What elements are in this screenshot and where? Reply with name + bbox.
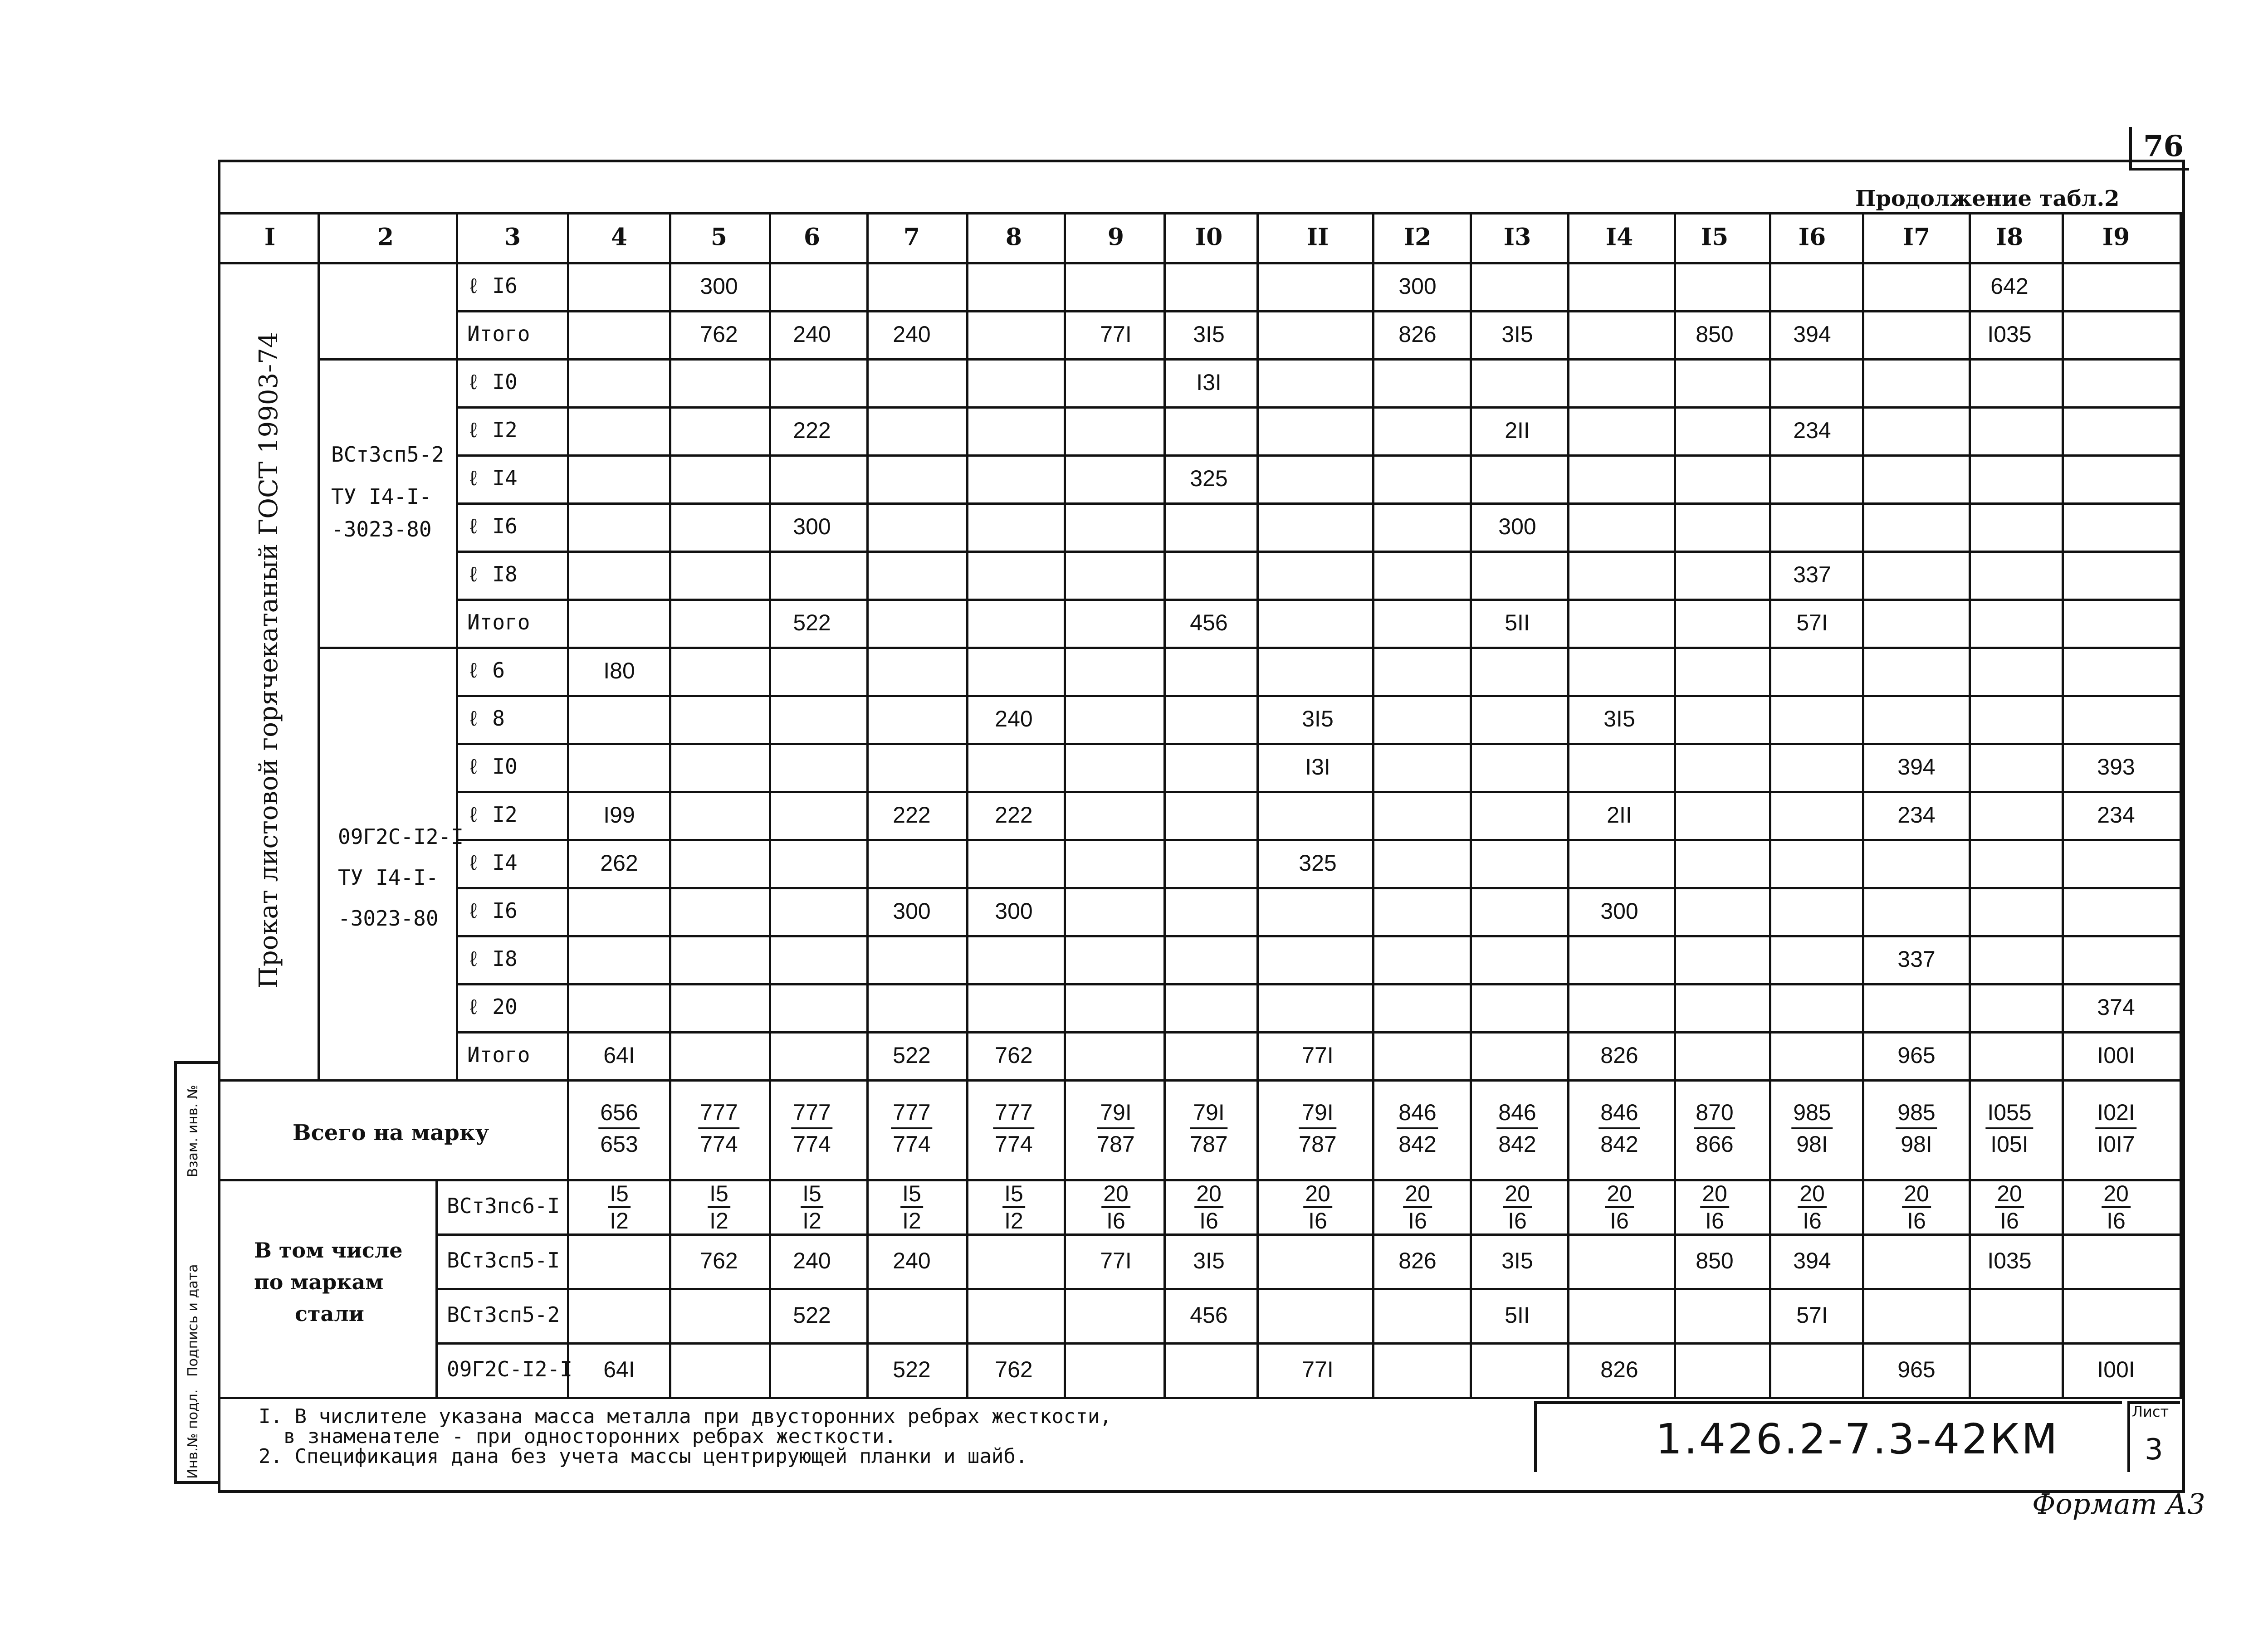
- cell-value: 826: [1600, 1043, 1638, 1068]
- grade-value: 456: [1190, 1302, 1228, 1328]
- grade-value: 762: [995, 1357, 1033, 1382]
- total-denominator: 787: [1097, 1131, 1135, 1157]
- grade-value: 3I5: [1193, 1248, 1225, 1273]
- cell-value: I80: [603, 658, 635, 683]
- grade-value: 394: [1793, 1248, 1831, 1273]
- total-numerator: 656: [598, 1097, 640, 1129]
- column-line: [567, 212, 569, 1079]
- total-denominator: I05I: [1990, 1131, 2028, 1157]
- total-numerator: 777: [891, 1097, 932, 1129]
- grade-fraction: [1995, 1181, 2024, 1233]
- cell-value: 2II: [1607, 802, 1632, 828]
- total-numerator: 870: [1694, 1097, 1735, 1129]
- grade-value: 850: [1696, 1248, 1734, 1273]
- grade-denominator: I6: [1610, 1208, 1629, 1233]
- cell-value: 262: [600, 850, 638, 876]
- row-label: ℓ I8: [467, 946, 518, 971]
- grade-row-line: [218, 1397, 2182, 1399]
- column-header-7: 7: [903, 223, 920, 251]
- total-fraction: [1190, 1097, 1227, 1159]
- cell-value: 3I5: [1501, 322, 1533, 347]
- grade-fraction: [1303, 1181, 1332, 1233]
- group2-steel-line3: -3023-80: [338, 906, 439, 931]
- total-column-line: [769, 1079, 771, 1397]
- cell-value: 222: [995, 802, 1033, 828]
- sheet-label: Лист: [2132, 1403, 2169, 1420]
- grade-fraction: [1403, 1181, 1432, 1233]
- grade-value: 522: [893, 1357, 931, 1382]
- column-header-6: 6: [803, 223, 821, 251]
- row-line: [456, 791, 2180, 793]
- row-label: ℓ I8: [467, 562, 518, 586]
- total-denominator: 842: [1498, 1131, 1536, 1157]
- cell-value: 3I5: [1302, 706, 1334, 731]
- total-column-line: [1256, 1079, 1259, 1397]
- total-numerator: 777: [791, 1097, 832, 1129]
- row-label: ℓ I2: [467, 802, 518, 827]
- row-label: ℓ I6: [467, 898, 518, 923]
- total-denominator: 787: [1299, 1131, 1337, 1157]
- column-line: [2180, 212, 2182, 1079]
- cell-value: 965: [1897, 1043, 1936, 1068]
- column-line: [1969, 212, 1971, 1079]
- grade-numerator: I5: [708, 1181, 730, 1208]
- row-label: ℓ I2: [467, 418, 518, 442]
- cell-value: 300: [793, 514, 831, 539]
- column-header-I0: I0: [1195, 223, 1223, 251]
- column-line: [1064, 212, 1066, 1079]
- grade-value: 5II: [1505, 1302, 1530, 1328]
- grade-numerator: 20: [1403, 1181, 1432, 1208]
- total-fraction: [1598, 1097, 1640, 1159]
- total-denominator: 787: [1190, 1131, 1228, 1157]
- total-numerator: 846: [1397, 1097, 1438, 1129]
- total-column-line: [1064, 1079, 1066, 1397]
- row-label: ℓ 8: [467, 706, 505, 731]
- column-line: [2062, 212, 2064, 1079]
- cell-value: 762: [995, 1043, 1033, 1068]
- cell-value: 300: [700, 273, 738, 299]
- cell-value: 240: [995, 706, 1033, 731]
- total-column-line: [1372, 1079, 1374, 1397]
- column-line: [218, 212, 220, 1079]
- cell-value: I035: [1987, 322, 2032, 347]
- cell-value: 300: [893, 898, 931, 924]
- cell-value: 2II: [1505, 418, 1530, 443]
- grade-value: 965: [1897, 1357, 1936, 1382]
- cell-value: 77I: [1100, 322, 1132, 347]
- cell-value: 522: [793, 610, 831, 635]
- grade-fraction: [1002, 1181, 1025, 1233]
- group1-steel-line1: ВСт3сп5-2: [331, 442, 445, 467]
- group2-steel-line2: ТУ I4-I-: [338, 865, 439, 890]
- total-fraction: [891, 1097, 932, 1159]
- total-fraction: [1791, 1097, 1833, 1159]
- total-numerator: 79I: [1097, 1097, 1134, 1129]
- grade-fraction: [2102, 1181, 2131, 1233]
- row-line: [456, 887, 2180, 889]
- grade-value: 57I: [1796, 1302, 1828, 1328]
- grade-row-line: [435, 1233, 2182, 1236]
- group-line: [318, 358, 456, 361]
- by-grade-label-2: по маркам: [254, 1270, 384, 1294]
- cell-value: 3I5: [1193, 322, 1225, 347]
- column-header-I3: I3: [1503, 223, 1531, 251]
- grade-denominator: I6: [2107, 1208, 2126, 1233]
- cell-value: 300: [995, 898, 1033, 924]
- group2-steel-line1: 09Г2С-I2-I: [338, 824, 464, 849]
- column-header-8: 8: [1005, 223, 1022, 251]
- by-grade-label-3: стали: [295, 1302, 364, 1326]
- grade-numerator: 20: [1995, 1181, 2024, 1208]
- document-code: 1.426.2-7.3-42КМ: [1656, 1415, 2059, 1463]
- cell-value: 850: [1696, 322, 1734, 347]
- grade-fraction: [1902, 1181, 1931, 1233]
- grade-denominator: I6: [1508, 1208, 1527, 1233]
- total-column-line: [1969, 1079, 1971, 1397]
- row-label: Итого: [467, 322, 530, 346]
- row-label: ℓ I4: [467, 466, 518, 490]
- grade-numerator: 20: [1503, 1181, 1532, 1208]
- row-label: Итого: [467, 610, 530, 634]
- cell-value: I3I: [1305, 754, 1330, 780]
- total-column-line: [1769, 1079, 1771, 1397]
- cell-value: 222: [893, 802, 931, 828]
- total-denominator: 866: [1696, 1131, 1734, 1157]
- grade-name: ВСт3пс6-I: [447, 1194, 560, 1218]
- row-line: [456, 406, 2180, 409]
- grade-name: ВСт3сп5-I: [447, 1248, 560, 1272]
- grade-row-line: [435, 1288, 2182, 1290]
- grade-denominator: I6: [1907, 1208, 1926, 1233]
- row-line: [456, 551, 2180, 553]
- total-column-line: [1567, 1079, 1569, 1397]
- grade-fraction: [900, 1181, 923, 1233]
- total-numerator: 985: [1896, 1097, 1937, 1129]
- cell-value: 642: [1990, 273, 2028, 299]
- header-top-line: [218, 212, 2182, 214]
- column-header-4: 4: [611, 223, 628, 251]
- row-line: [456, 454, 2180, 457]
- cell-value: 337: [1793, 562, 1831, 587]
- total-fraction: [1097, 1097, 1134, 1159]
- total-denominator: 98I: [1796, 1131, 1828, 1157]
- cell-value: 826: [1398, 322, 1437, 347]
- sheet-number: 3: [2145, 1433, 2163, 1467]
- column-line: [1470, 212, 1472, 1079]
- grade-denominator: I2: [802, 1208, 821, 1233]
- cell-value: I00I: [2097, 1043, 2135, 1068]
- column-header-3: 3: [504, 223, 521, 251]
- column-line: [1674, 212, 1676, 1079]
- format-label: Формат А3: [2032, 1487, 2205, 1521]
- total-fraction: [698, 1097, 739, 1159]
- grade-numerator: 20: [1303, 1181, 1332, 1208]
- row-line: [456, 839, 2180, 841]
- total-fraction: [1694, 1097, 1735, 1159]
- total-denominator: 774: [793, 1131, 831, 1157]
- cell-value: 64I: [603, 1043, 635, 1068]
- continuation-label: Продолжение табл.2: [1855, 186, 2120, 211]
- note-2: 2. Спецификация дана без учета массы центрирующей планки и шайб.: [259, 1445, 1028, 1468]
- row-line: [456, 502, 2180, 505]
- cell-value: 394: [1897, 754, 1936, 780]
- grade-fraction: [1798, 1181, 1827, 1233]
- cell-value: 234: [1793, 418, 1831, 443]
- row-line: [456, 647, 2180, 649]
- row-label: ℓ I0: [467, 370, 518, 394]
- total-column-line: [1163, 1079, 1166, 1397]
- column-line: [456, 212, 458, 1079]
- column-header-I5: I5: [1701, 223, 1729, 251]
- grade-numerator: 20: [2102, 1181, 2131, 1208]
- grade-fraction: [608, 1181, 631, 1233]
- grade-value: I00I: [2097, 1357, 2135, 1382]
- grade-value: 762: [700, 1248, 738, 1273]
- row-line: [456, 743, 2180, 745]
- grade-fraction: [1194, 1181, 1223, 1233]
- total-denominator: 774: [995, 1131, 1033, 1157]
- group-line: [318, 647, 456, 649]
- column-header-I8: I8: [1995, 223, 2024, 251]
- cell-value: 300: [1398, 273, 1437, 299]
- total-denominator: 842: [1398, 1131, 1437, 1157]
- row-label: ℓ 20: [467, 994, 518, 1019]
- grade-denominator: I6: [1803, 1208, 1822, 1233]
- row-label: Итого: [467, 1043, 530, 1067]
- total-label: Всего на марку: [293, 1120, 489, 1146]
- grade-value: 3I5: [1501, 1248, 1533, 1273]
- cell-value: I3I: [1196, 370, 1222, 395]
- total-fraction: [791, 1097, 832, 1159]
- stamp-sign: Подпись и дата: [185, 1264, 201, 1377]
- cell-value: 394: [1793, 322, 1831, 347]
- column-line: [1256, 212, 1259, 1079]
- grade-numerator: I5: [1002, 1181, 1025, 1208]
- cell-value: 393: [2097, 754, 2135, 780]
- total-numerator: 846: [1598, 1097, 1640, 1129]
- total-numerator: I02I: [2095, 1097, 2136, 1129]
- total-numerator: 985: [1791, 1097, 1833, 1129]
- total-fraction: [993, 1097, 1034, 1159]
- page-number: 76: [2143, 129, 2184, 163]
- cell-value: 456: [1190, 610, 1228, 635]
- cell-value: 234: [2097, 802, 2135, 828]
- column-header-I7: I7: [1902, 223, 1931, 251]
- note-1: I. В числителе указана масса металла при двусторонних ребрах жесткости,: [259, 1405, 1112, 1428]
- grade-fraction: [1503, 1181, 1532, 1233]
- grade-fraction: [1605, 1181, 1634, 1233]
- row-line: [456, 599, 2180, 601]
- row-label: ℓ I6: [467, 514, 518, 538]
- column-header-II: II: [1306, 223, 1329, 251]
- grade-fraction: [1700, 1181, 1729, 1233]
- cell-value: 325: [1299, 850, 1337, 876]
- column-line: [318, 212, 320, 1079]
- total-numerator: 777: [698, 1097, 739, 1129]
- total-column-line: [1470, 1079, 1472, 1397]
- column-header-2: 2: [377, 223, 394, 251]
- header-bottom-line: [218, 262, 2182, 264]
- total-column-line: [966, 1079, 968, 1397]
- grade-value: I035: [1987, 1248, 2032, 1273]
- total-column-line: [866, 1079, 869, 1397]
- grade-denominator: I6: [1308, 1208, 1327, 1233]
- grade-numerator: I5: [801, 1181, 823, 1208]
- total-numerator: 777: [993, 1097, 1034, 1129]
- column-header-5: 5: [710, 223, 728, 251]
- row-label: ℓ I0: [467, 754, 518, 779]
- column-line: [1567, 212, 1569, 1079]
- grade-value: 77I: [1302, 1357, 1334, 1382]
- grade-numerator: 20: [1101, 1181, 1130, 1208]
- cell-value: 240: [893, 322, 931, 347]
- grade-value: 240: [793, 1248, 831, 1273]
- grade-value: 77I: [1100, 1248, 1132, 1273]
- row-label: ℓ 6: [467, 658, 505, 682]
- column-line: [1163, 212, 1166, 1079]
- grade-fraction: [1101, 1181, 1130, 1233]
- grade-numerator: 20: [1798, 1181, 1827, 1208]
- grade-name: 09Г2С-I2-I: [447, 1357, 572, 1381]
- grade-denominator: I6: [1199, 1208, 1218, 1233]
- cell-value: 762: [700, 322, 738, 347]
- row-line: [456, 983, 2180, 985]
- cell-value: 222: [793, 418, 831, 443]
- grade-fraction: [708, 1181, 730, 1233]
- grade-numerator: 20: [1902, 1181, 1931, 1208]
- cell-value: I99: [603, 802, 635, 828]
- cell-value: 57I: [1796, 610, 1828, 635]
- stamp-replace: Взам. инв. №: [185, 1085, 201, 1177]
- row-line: [456, 695, 2180, 697]
- grade-split-line: [435, 1179, 438, 1397]
- side-stamp: [174, 1061, 220, 1484]
- row-line: [456, 1031, 2180, 1034]
- total-denominator: 774: [893, 1131, 931, 1157]
- total-fraction: [598, 1097, 640, 1159]
- total-denominator: 774: [700, 1131, 738, 1157]
- total-fraction: [2095, 1097, 2136, 1159]
- total-numerator: 846: [1496, 1097, 1538, 1129]
- cell-value: 522: [893, 1043, 931, 1068]
- group1-steel-line3: -3023-80: [331, 517, 432, 541]
- grade-denominator: I2: [1004, 1208, 1023, 1233]
- grade-value: 522: [793, 1302, 831, 1328]
- total-column-line: [1674, 1079, 1676, 1397]
- total-numerator: 79I: [1190, 1097, 1227, 1129]
- row-label: ℓ I4: [467, 850, 518, 875]
- column-line: [1769, 212, 1771, 1079]
- product-label: Прокат листовой горячекатаный ГОСТ 19903-74: [254, 332, 284, 989]
- total-fraction: [1397, 1097, 1438, 1159]
- grade-numerator: I5: [900, 1181, 923, 1208]
- cell-value: 240: [793, 322, 831, 347]
- column-header-I9: I9: [2102, 223, 2130, 251]
- cell-value: 337: [1897, 946, 1936, 972]
- cell-value: 3I5: [1603, 706, 1635, 731]
- total-column-line: [669, 1079, 671, 1397]
- grade-numerator: I5: [608, 1181, 631, 1208]
- total-fraction: [1299, 1097, 1336, 1159]
- column-header-I6: I6: [1798, 223, 1826, 251]
- total-fraction: [1896, 1097, 1937, 1159]
- total-column-line: [2180, 1079, 2182, 1397]
- grade-value: 240: [893, 1248, 931, 1273]
- column-header-I4: I4: [1605, 223, 1633, 251]
- total-numerator: 79I: [1299, 1097, 1336, 1129]
- grade-denominator: I6: [1408, 1208, 1427, 1233]
- total-fraction: [1496, 1097, 1538, 1159]
- grade-denominator: I2: [709, 1208, 728, 1233]
- grade-numerator: 20: [1700, 1181, 1729, 1208]
- total-column-line: [2062, 1079, 2064, 1397]
- total-denominator: I0I7: [2097, 1131, 2135, 1157]
- column-line: [669, 212, 671, 1079]
- total-fraction: [1985, 1097, 2033, 1159]
- grade-fraction: [801, 1181, 823, 1233]
- grade-row-line: [435, 1342, 2182, 1345]
- stamp-inv: Инв.№ подл.: [185, 1389, 201, 1479]
- total-denominator: 98I: [1901, 1131, 1932, 1157]
- cell-value: 234: [1897, 802, 1936, 828]
- grade-numerator: 20: [1194, 1181, 1223, 1208]
- column-line: [1372, 212, 1374, 1079]
- grade-numerator: 20: [1605, 1181, 1634, 1208]
- column-line: [1862, 212, 1864, 1079]
- note-1b: в знаменателе - при односторонних ребрах жесткости.: [284, 1425, 897, 1448]
- grade-value: 64I: [603, 1357, 635, 1382]
- cell-value: 325: [1190, 466, 1228, 491]
- column-header-I: I: [264, 223, 276, 251]
- grade-denominator: I6: [1705, 1208, 1724, 1233]
- row-label: ℓ I6: [467, 273, 518, 298]
- cell-value: 300: [1498, 514, 1536, 539]
- row-line: [456, 935, 2180, 937]
- total-column-line: [567, 1079, 569, 1397]
- total-denominator: 653: [600, 1131, 638, 1157]
- grade-value: 826: [1600, 1357, 1638, 1382]
- total-column-line: [1862, 1079, 1864, 1397]
- cell-value: 300: [1600, 898, 1638, 924]
- grade-denominator: I2: [610, 1208, 629, 1233]
- cell-value: 374: [2097, 994, 2135, 1020]
- column-line: [866, 212, 869, 1079]
- cell-value: 5II: [1505, 610, 1530, 635]
- grade-name: ВСт3сп5-2: [447, 1302, 560, 1327]
- grade-denominator: I6: [2000, 1208, 2019, 1233]
- total-numerator: I055: [1985, 1097, 2033, 1129]
- column-header-9: 9: [1107, 223, 1124, 251]
- grade-denominator: I2: [902, 1208, 921, 1233]
- grade-value: 826: [1398, 1248, 1437, 1273]
- row-line: [456, 310, 2180, 312]
- row-line: [456, 358, 2180, 361]
- by-grade-label-1: В том числе: [254, 1238, 403, 1263]
- group1-steel-line2: ТУ I4-I-: [331, 484, 432, 509]
- total-top-line: [218, 1079, 2182, 1082]
- column-line: [966, 212, 968, 1079]
- cell-value: 77I: [1302, 1043, 1334, 1068]
- total-denominator: 842: [1600, 1131, 1638, 1157]
- column-line: [769, 212, 771, 1079]
- grade-denominator: I6: [1106, 1208, 1125, 1233]
- column-header-I2: I2: [1403, 223, 1432, 251]
